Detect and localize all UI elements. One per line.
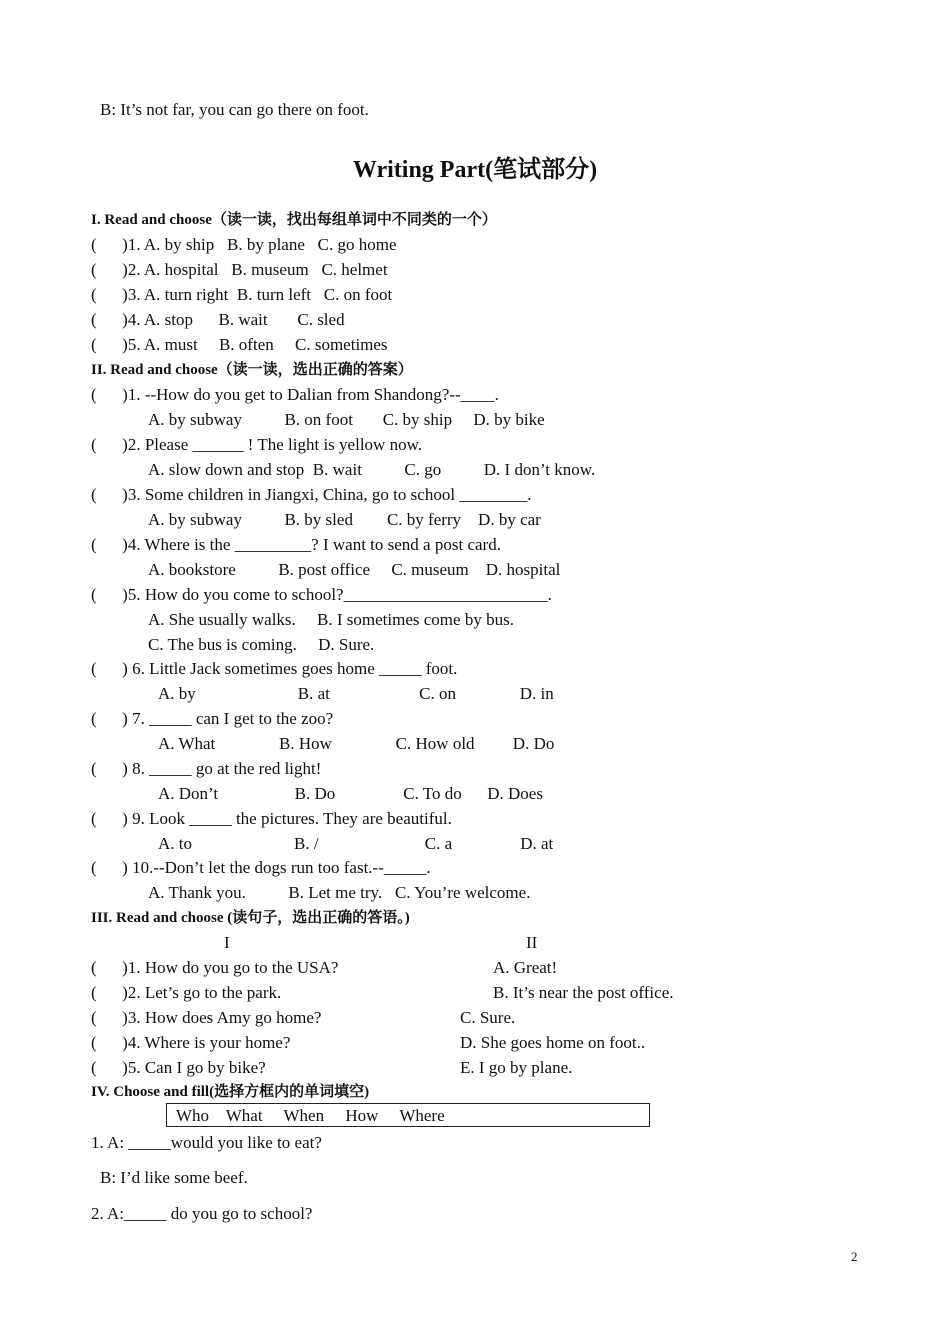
text-line: A. by subway B. by sled C. by ferry D. by car [148, 510, 541, 529]
text-line: A. by B. at C. on D. in [158, 684, 554, 703]
text-line: C. Sure. [460, 1008, 516, 1027]
page-number: 2 [851, 1249, 858, 1264]
text-line: A. She usually walks. B. I sometimes come by bus. [148, 610, 514, 629]
text-line: ( )4. A. stop B. wait C. sled [91, 310, 345, 329]
text-line: ( ) 8. _____ go at the red light! [91, 759, 322, 778]
text-line: 2. A:_____ do you go to school? [91, 1204, 313, 1223]
text-line: ( )1. A. by ship B. by plane C. go home [91, 235, 397, 254]
text-line: A. to B. / C. a D. at [158, 834, 554, 853]
text-line: ( )2. A. hospital B. museum C. helmet [91, 260, 388, 279]
text-line: A. bookstore B. post office C. museum D. hospital [148, 560, 561, 579]
text-line: ( )1. --How do you get to Dalian from Shandong?--____. [91, 385, 499, 404]
text-line: ( ) 6. Little Jack sometimes goes home _____ foot. [91, 659, 458, 678]
text-line: A. slow down and stop B. wait C. go D. I don’t know. [148, 460, 596, 479]
text-line: ( )3. A. turn right B. turn left C. on foot [91, 285, 393, 304]
text-line: A. by subway B. on foot C. by ship D. by bike [148, 410, 545, 429]
section-3-heading: III. Read and choose (读句子，选出正确的答语。) [91, 910, 410, 926]
text-line: ( ) 7. _____ can I get to the zoo? [91, 709, 334, 728]
text-line: B: I’d like some beef. [100, 1168, 248, 1187]
text-line: A. Don’t B. Do C. To do D. Does [158, 784, 543, 803]
text-line: B. It’s near the post office. [493, 983, 674, 1002]
text-line: ( )5. How do you come to school?________________________. [91, 585, 552, 604]
word-box [166, 1103, 650, 1127]
text-line: ( )4. Where is the _________? I want to send a post card. [91, 535, 501, 554]
section-1-heading: I. Read and choose（读一读，找出每组单词中不同类的一个） [91, 212, 497, 228]
text-line: ( ) 9. Look _____ the pictures. They are beautiful. [91, 809, 452, 828]
text-line: II [526, 933, 538, 952]
text-line: A. What B. How C. How old D. Do [158, 734, 555, 753]
text-line: A. Great! [493, 958, 558, 977]
text-line: E. I go by plane. [460, 1058, 573, 1077]
page-title: Writing Part(笔试部分) [352, 157, 598, 183]
text-line: ( )1. How do you go to the USA? [91, 958, 339, 977]
word-box-words: Who What When How Where [176, 1106, 445, 1125]
text-line: ( )3. How does Amy go home? [91, 1008, 322, 1027]
text-line: ( )4. Where is your home? [91, 1033, 291, 1052]
text-line: ( ) 10.--Don’t let the dogs run too fast.--_____. [91, 858, 431, 877]
text-line: ( )2. Let’s go to the park. [91, 983, 282, 1002]
text-line: ( )2. Please ______ ! The light is yellow now. [91, 435, 422, 454]
text-line: I [224, 933, 230, 952]
text-line: B: It’s not far, you can go there on foot. [100, 100, 369, 119]
text-line: 1. A: _____would you like to eat? [91, 1133, 322, 1152]
text-line: C. The bus is coming. D. Sure. [148, 635, 375, 654]
text-line: ( )5. Can I go by bike? [91, 1058, 266, 1077]
section-4-heading: IV. Choose and fill(选择方框内的单词填空) [91, 1084, 370, 1100]
text-line: ( )3. Some children in Jiangxi, China, go to school ________. [91, 485, 532, 504]
text-line: D. She goes home on foot.. [460, 1033, 646, 1052]
text-line: ( )5. A. must B. often C. sometimes [91, 335, 388, 354]
text-line: A. Thank you. B. Let me try. C. You’re welcome. [148, 883, 531, 902]
section-2-heading: II. Read and choose（读一读，选出正确的答案） [91, 362, 413, 378]
